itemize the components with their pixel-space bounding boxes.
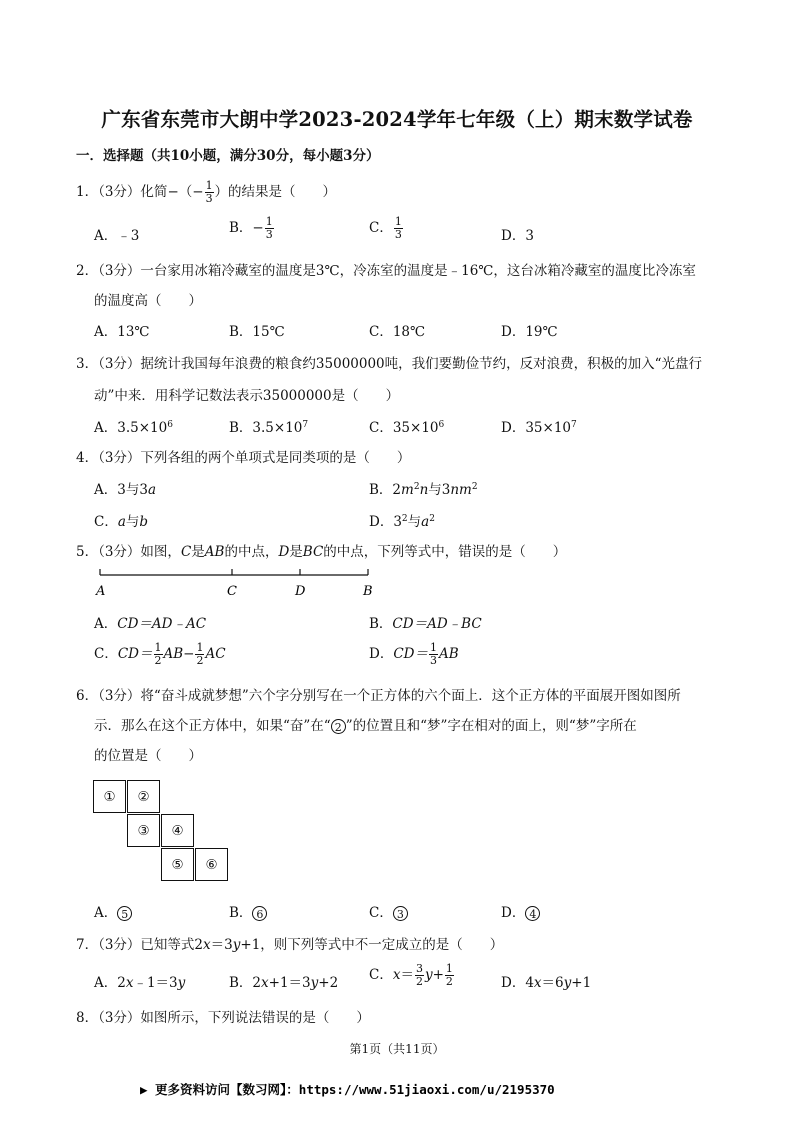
question-3-line-1: 3．（3分）据统计我国每年浪费的粮食约35000000吨，我们要勤俭节约，反对浪费，积极的加入“光盘行	[76, 356, 703, 372]
net-cell-6: ⑥	[195, 848, 228, 881]
question-5-stem: 5．（3分）如图，C是AB的中点，D是BC的中点，下列等式中，错误的是（ ）	[76, 544, 567, 560]
fraction: $\frac{1}{3}$	[205, 179, 213, 205]
q3-option-d: D．$35\times 10^7$	[501, 420, 577, 436]
q7-option-a: A．2x﹣1＝3y	[94, 975, 186, 991]
net-cell-3: ③	[127, 814, 160, 847]
q6-option-c: C． 3	[369, 901, 408, 921]
q1-option-d: D．3	[501, 228, 534, 244]
label-point-a: A	[96, 584, 106, 599]
q3-option-c: C．$35\times 10^6$	[369, 420, 445, 436]
q1-option-c: C． $\frac{1}{3}$	[369, 215, 402, 241]
label-point-d: D	[295, 584, 306, 599]
question-6-line-1: 6．（3分）将“奋斗成就梦想”六个字分别写在一个正方体的六个面上．这个正方体的平面展开图如图所	[76, 688, 681, 704]
q7-option-c: C．x＝ $\frac{3}{2}$ y+ $\frac{1}{2}$	[369, 962, 453, 988]
q4-option-c: C．a与b	[94, 514, 149, 530]
page-footer: 第1页（共11页）	[349, 1042, 445, 1056]
q6-option-d: D． 4	[501, 901, 540, 921]
q2-option-d: D．19℃	[501, 324, 558, 340]
q2-option-a: A．13℃	[94, 324, 150, 340]
question-2-line-1: 2．（3分）一台家用冰箱冷藏室的温度是3℃，冷冻室的温度是﹣16℃，这台冰箱冷藏室的温度比冷冻室	[76, 263, 696, 279]
q5-option-d: D．CD＝ $\frac{1}{3}$ AB	[369, 641, 459, 667]
net-cell-1: ①	[93, 780, 126, 813]
page-title: 广东省东莞市大朗中学2023-2024学年七年级（上）期末数学试卷	[101, 108, 693, 131]
q6-option-b: B． 6	[229, 901, 267, 921]
q1-option-a: A．﹣3	[94, 228, 140, 244]
net-cell-5: ⑤	[161, 848, 194, 881]
question-3-line-2: 动”中来．用科学记数法表示35000000是（ ）	[94, 388, 400, 404]
question-2-line-2: 的温度高（ ）	[94, 293, 202, 309]
q3-option-b: B．$3.5\times 10^7$	[229, 420, 309, 436]
resource-link[interactable]: ▶ 更多资料访问【数习网】：https://www.51jiaoxi.com/u/2195370	[140, 1082, 555, 1097]
q5-option-c: C．CD＝ $\frac{1}{2}$ AB− $\frac{1}{2}$ AC	[94, 641, 226, 667]
label-point-b: B	[363, 584, 373, 599]
q4-option-b: B．$2m^2n$与$3nm^2$	[369, 482, 478, 498]
q6-option-a: A． 5	[94, 901, 132, 921]
segment-figure	[92, 565, 382, 601]
q5-option-a: A．CD＝AD﹣AC	[94, 616, 207, 632]
section-heading: 一．选择题（共10小题，满分30分，每小题3分）	[76, 148, 380, 164]
q2-option-c: C．18℃	[369, 324, 426, 340]
q4-option-d: D．$3^2$与$a^2$	[369, 514, 435, 530]
q4-option-a: A．3与3a	[94, 482, 156, 498]
net-cell-2: ②	[127, 780, 160, 813]
q7-option-b: B．2x+1＝3y+2	[229, 975, 339, 991]
cube-net-figure	[93, 780, 233, 884]
circled-number: 2	[331, 719, 346, 734]
question-8-stem: 8．（3分）如图所示，下列说法错误的是（ ）	[76, 1010, 370, 1026]
label-point-c: C	[227, 584, 237, 599]
question-6-line-3: 的位置是（ ）	[94, 748, 202, 764]
net-cell-4: ④	[161, 814, 194, 847]
question-7-stem: 7．（3分）已知等式2x＝3y+1，则下列等式中不一定成立的是（ ）	[76, 937, 504, 953]
q2-option-b: B．15℃	[229, 324, 285, 340]
question-6-line-2: 示．那么在这个正方体中，如果“奋”在“ 2 ”的位置且和“梦”字在相对的面上，则“梦”字所在	[94, 718, 637, 734]
question-4-stem: 4．（3分）下列各组的两个单项式是同类项的是（ ）	[76, 450, 411, 466]
q7-option-d: D．4x＝6y+1	[501, 975, 592, 991]
question-1-stem: 1．（3分）化简−（− $\frac{1}{3}$ ）的结果是（ ）	[76, 179, 337, 205]
q1-option-b: B．− $\frac{1}{3}$	[229, 215, 273, 241]
q3-option-a: A．$3.5\times 10^6$	[94, 420, 173, 436]
q5-option-b: B．CD＝AD﹣BC	[369, 616, 482, 632]
